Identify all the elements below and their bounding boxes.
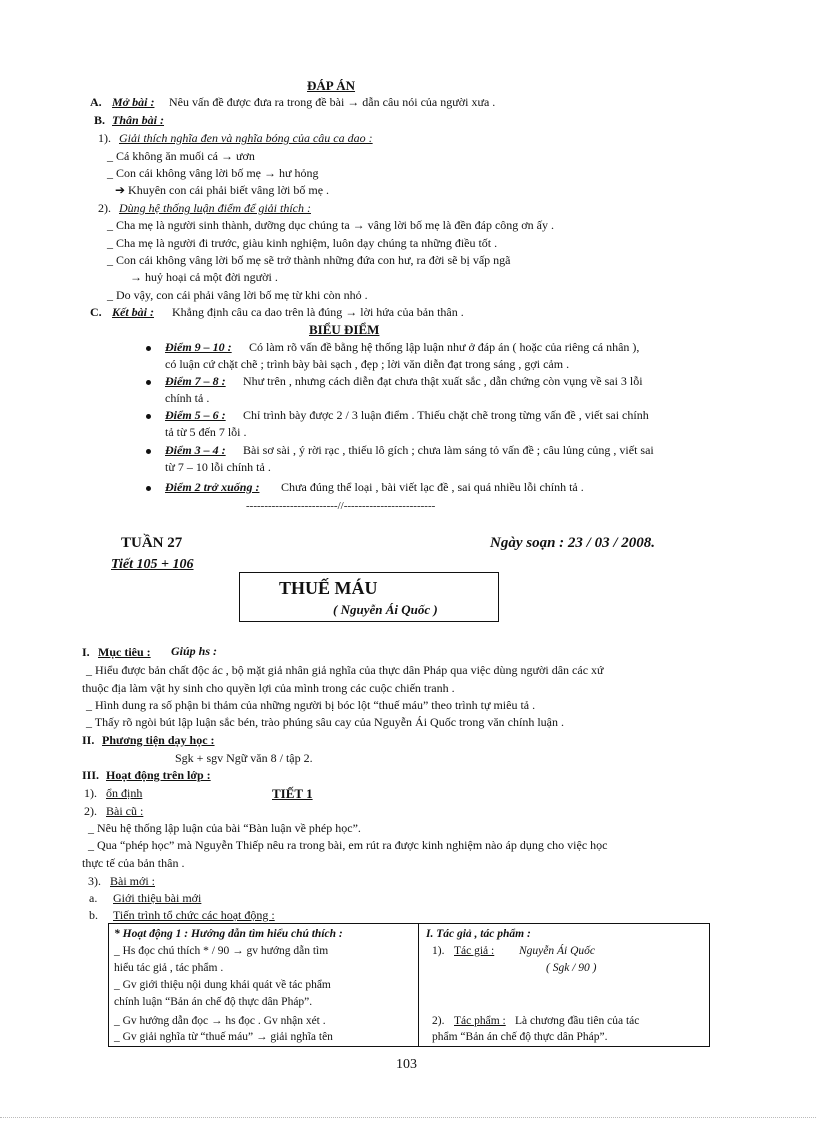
step-b-label: Tiến trình tổ chức các hoạt động : bbox=[113, 908, 275, 922]
bullet-icon bbox=[146, 449, 151, 454]
activities-number: III. bbox=[82, 768, 100, 782]
table-left-line: chính luận “Bản án chế độ thực dân Pháp”. bbox=[114, 996, 313, 1008]
author-label: Tác giả : bbox=[454, 945, 495, 957]
b2-heading: Dùng hệ thống luận điểm để giải thích : bbox=[119, 201, 311, 215]
section-b-label: B. bbox=[94, 113, 106, 127]
b2-line: _ Cha mẹ là người đi trước, giàu kinh nghiệm, luôn dạy chúng ta những điều tốt . bbox=[107, 236, 498, 250]
section-c-label: C. bbox=[90, 305, 102, 319]
b2-line: _ Cha mẹ là người sinh thành, dưỡng dục chúng ta → vâng lời bố mẹ là đền đáp công ơn ấy . bbox=[107, 218, 554, 232]
score-text: chính tả . bbox=[165, 391, 210, 405]
bullet-icon bbox=[146, 346, 151, 351]
b1-conclusion: ➔ Khuyên con cái phải biết vâng lời bố mẹ . bbox=[115, 183, 330, 197]
table-right-heading: I. Tác giả , tác phẩm : bbox=[426, 928, 531, 940]
step1-number: 1). bbox=[84, 786, 97, 800]
step3-label: Bài mới : bbox=[110, 874, 156, 888]
score-text: Chưa đúng thể loại , bài viết lạc đề , sai quá nhiều lỗi chính tả . bbox=[281, 480, 584, 494]
week-label: TUẦN 27 bbox=[121, 535, 183, 551]
section-a-head: Mở bài : bbox=[112, 95, 155, 109]
step-b-number: b. bbox=[89, 908, 98, 922]
table-left-line: hiểu tác giả , tác phẩm . bbox=[114, 962, 224, 974]
author-value: Nguyễn Ái Quốc bbox=[519, 945, 596, 957]
b2-line: _ Do vậy, con cái phải vâng lời bố mẹ từ khi còn nhỏ . bbox=[107, 288, 368, 302]
step2-line: _ Qua “phép học” mà Nguyễn Thiếp nêu ra trong bài, em rút ra được kinh nghiệm nào áp dụng cho việc học bbox=[88, 838, 608, 852]
score-label: Điểm 3 – 4 : bbox=[165, 443, 226, 457]
score-text: có luận cứ chặt chẽ ; trình bày bài sạch , đẹp ; lời văn diễn đạt trong sáng , gợi cảm . bbox=[165, 357, 570, 371]
activities-heading: Hoạt động trên lớp : bbox=[106, 768, 211, 782]
objectives-subheading: Giúp hs : bbox=[171, 644, 218, 658]
bullet-icon bbox=[146, 414, 151, 419]
section-separator: -------------------------//------------------------- bbox=[246, 500, 436, 512]
step2-number: 2). bbox=[84, 804, 97, 818]
score-label: Điểm 2 trở xuống : bbox=[165, 480, 260, 494]
step2-label: Bài cũ : bbox=[106, 804, 144, 818]
section-a-label: A. bbox=[90, 95, 102, 109]
score-text: tả từ 5 đến 7 lỗi . bbox=[165, 425, 247, 439]
score-label: Điểm 7 – 8 : bbox=[165, 374, 226, 388]
bullet-icon bbox=[146, 380, 151, 385]
section-b-head: Thân bài : bbox=[112, 113, 165, 127]
page-number: 103 bbox=[396, 1057, 417, 1072]
bullet-icon bbox=[146, 486, 151, 491]
table-left-line: _ Hs đọc chú thích * / 90 → gv hướng dẫn tìm bbox=[114, 945, 329, 957]
score-text: Bài sơ sài , ý rời rạc , thiếu lô gích ; chưa làm sáng tỏ vấn đề ; câu lủng củng , viết sai bbox=[243, 443, 654, 457]
table-left-line: _ Gv giải nghĩa từ “thuế máu” → giải nghĩa tên bbox=[114, 1031, 333, 1043]
step1-label: ổn định bbox=[106, 786, 143, 800]
table-left-line: _ Gv giới thiệu nội dung khái quát về tác phẩm bbox=[114, 979, 331, 991]
work-number: 2). bbox=[432, 1015, 445, 1027]
b1-heading: Giải thích nghĩa đen và nghĩa bóng của câu ca dao : bbox=[119, 131, 373, 145]
objectives-heading: Mục tiêu : bbox=[98, 645, 151, 659]
score-text: Như trên , nhưng cách diễn đạt chưa thật xuất sắc , dẫn chứng còn vụng về sai 3 lỗi bbox=[243, 374, 643, 388]
b1-number: 1). bbox=[98, 131, 111, 145]
score-text: Có làm rõ vấn đề bằng hệ thống lập luận như ở đáp án ( hoặc của riêng cá nhân ), bbox=[249, 340, 640, 354]
author-number: 1). bbox=[432, 945, 445, 957]
means-heading: Phương tiện dạy học : bbox=[102, 733, 215, 747]
objective-line: _ Hình dung ra số phận bi thảm của những người bị bóc lột “thuế máu” theo trình tự miêu tả . bbox=[86, 698, 536, 712]
scoring-title: BIỂU ĐIỂM bbox=[309, 322, 380, 337]
table-left-line: _ Gv hướng dẫn đọc → hs đọc . Gv nhận xét . bbox=[114, 1015, 326, 1027]
b2-line: _ Con cái không vâng lời bố mẹ sẽ trở thành những đứa con hư, ra đời sẽ bị vấp ngã bbox=[107, 253, 511, 267]
section-a-text: Nêu vấn đề được đưa ra trong đề bài → dẫn câu nói của người xưa . bbox=[169, 95, 496, 109]
table-column-divider bbox=[418, 924, 419, 1046]
period-1-label: TIẾT 1 bbox=[272, 786, 313, 801]
score-text: từ 7 – 10 lỗi chính tả . bbox=[165, 460, 271, 474]
objectives-number: I. bbox=[82, 645, 90, 659]
period-label: Tiết 105 + 106 bbox=[111, 557, 194, 572]
means-number: II. bbox=[82, 733, 95, 747]
step-a-number: a. bbox=[89, 891, 98, 905]
score-label: Điểm 5 – 6 : bbox=[165, 408, 226, 422]
score-label: Điểm 9 – 10 : bbox=[165, 340, 232, 354]
work-text: phẩm “Bản án chế độ thực dân Pháp”. bbox=[432, 1031, 608, 1043]
work-text: Là chương đầu tiên của tác bbox=[515, 1015, 640, 1027]
preparation-date: Ngày soạn : 23 / 03 / 2008. bbox=[490, 535, 655, 551]
author-reference: ( Sgk / 90 ) bbox=[546, 962, 597, 974]
step-a-label: Giới thiệu bài mới bbox=[113, 891, 202, 905]
b1-line: _ Con cái không vâng lời bố mẹ → hư hỏng bbox=[107, 166, 319, 180]
step2-line: _ Nêu hệ thống lập luận của bài “Bàn luận về phép học”. bbox=[88, 821, 361, 835]
means-text: Sgk + sgv Ngữ văn 8 / tập 2. bbox=[175, 751, 313, 765]
objective-line: _ Thấy rõ ngòi bút lập luận sắc bén, trào phúng sâu cay của Nguyễn Ái Quốc trong văn chính luận . bbox=[86, 715, 564, 729]
score-text: Chỉ trình bày được 2 / 3 luận điểm . Thiếu chặt chẽ trong từng vấn đề , viết sai chính bbox=[243, 408, 649, 422]
b2-line: → huỷ hoại cả một đời người . bbox=[130, 270, 278, 284]
objective-line: _ Hiểu được bản chất độc ác , bộ mặt giả nhân giả nghĩa của thực dân Pháp qua việc dùng người dân các xứ bbox=[86, 663, 604, 677]
work-label: Tác phẩm : bbox=[454, 1015, 506, 1027]
section-c-text: Khẳng định câu ca dao trên là đúng → lời hứa của bản thân . bbox=[172, 305, 464, 319]
objective-line: thuộc địa làm vật hy sinh cho quyền lợi của mình trong các cuộc chiến tranh . bbox=[82, 681, 455, 695]
activity-table bbox=[108, 923, 710, 1047]
lesson-title: THUẾ MÁU bbox=[279, 578, 378, 598]
table-left-heading: * Hoạt động 1 : Hướng dẫn tìm hiểu chú thích : bbox=[114, 928, 343, 940]
step3-number: 3). bbox=[88, 874, 101, 888]
b2-number: 2). bbox=[98, 201, 111, 215]
page-bottom-border bbox=[0, 1117, 816, 1118]
section-c-head: Kết bài : bbox=[112, 305, 154, 319]
step2-line: thực tế của bản thân . bbox=[82, 856, 185, 870]
b1-line: _ Cá không ăn muối cá → ươn bbox=[107, 149, 255, 163]
lesson-author: ( Nguyễn Ái Quốc ) bbox=[333, 602, 438, 617]
answer-title: ĐÁP ÁN bbox=[307, 78, 356, 93]
